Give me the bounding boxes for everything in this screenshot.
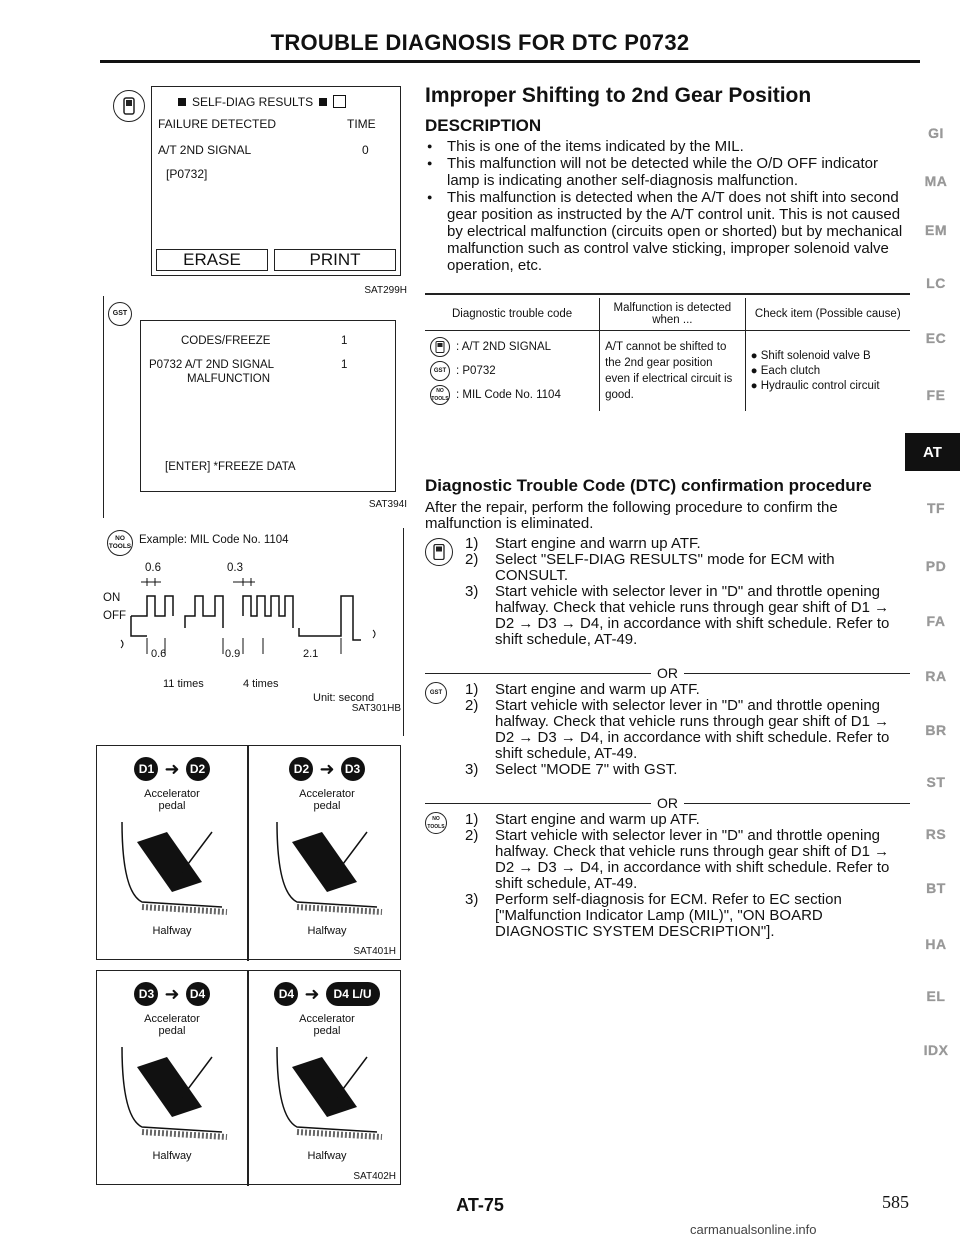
dtc-table-wrap [425, 298, 910, 411]
gst-line3: MALFUNCTION [187, 373, 271, 385]
side-index-tab-ec[interactable]: EC [925, 330, 947, 346]
figure-ref: SAT402H [353, 1171, 396, 1182]
side-index-tab-el[interactable]: EL [926, 988, 946, 1004]
mil-top-left: 0.6 [145, 562, 161, 574]
result-code: [P0732] [166, 167, 208, 181]
gst-line2-val: 1 [341, 359, 348, 371]
result-item-time: 0 [362, 143, 369, 157]
gear-to: D4 [186, 982, 210, 1006]
page-number: 585 [882, 1192, 909, 1212]
mil-times-1: 11 times [163, 678, 204, 690]
pedal-under: Halfway [307, 1150, 347, 1162]
side-index-tab-ma[interactable]: MA [924, 173, 948, 189]
pedal-drawing-icon [112, 812, 232, 922]
step: 3) Select "MODE 7" with GST. [465, 761, 678, 778]
description-list [425, 138, 910, 274]
side-index-tab-br[interactable]: BR [925, 722, 947, 738]
pedal-under: Halfway [307, 925, 347, 937]
td-checks [745, 331, 910, 412]
no-tools-icon: NO TOOLS [107, 530, 133, 556]
description-item: ● This malfunction will not be detected while the O/D OFF indicator lamp is indicating another self-diagnosis malfunction. [425, 155, 910, 189]
dtc-mil: : MIL Code No. 1104 [456, 389, 561, 401]
mil-on-label: ON [103, 592, 121, 604]
gear-from: D2 [289, 757, 313, 781]
gst-steps [425, 682, 910, 778]
gear-from: D1 [134, 757, 158, 781]
gear-to: D2 [186, 757, 210, 781]
mil-bottom-3: 2.1 [303, 648, 319, 660]
pedal-d2-d3 [262, 754, 392, 937]
mil-waveform [103, 576, 403, 661]
arrow-icon: ➜ [164, 758, 180, 779]
dtc-intro: After the repair, perform the following procedure to confirm the malfunction is eliminated. [425, 499, 838, 532]
result-item: A/T 2ND SIGNAL [158, 143, 252, 157]
check-item: ● Shift solenoid valve B [750, 349, 871, 362]
no-tools-icon: NO TOOLS [425, 812, 447, 834]
mil-top-right: 0.3 [227, 562, 243, 574]
figure-ref: SAT299H [364, 285, 407, 296]
side-index-tab-em[interactable]: EM [925, 222, 947, 238]
step: 1) Start engine and warrn up ATF. [465, 535, 701, 552]
step: 2) Start vehicle with selector lever in "D" and throttle opening halfway. Check that vehicle runs through gear shift of D1 → D2 → D3 → D4, in accordance with shift schedule. Refer to shift schedule, AT-49. [465, 827, 890, 892]
arrow-icon: ➜ [164, 983, 180, 1004]
td-malfunction: A/T cannot be shifted to the 2nd gear position even if electrical circuit is good. [600, 331, 746, 412]
col-time: TIME [347, 117, 376, 131]
mil-example-figure [103, 528, 404, 736]
step: 3) Perform self-diagnosis for ECM. Refer to EC section ["Malfunction Indicator Lamp (MIL)", "ON BOARD DIAGNOSTIC SYSTEM DESCRIPTION"]. [465, 891, 842, 940]
gst-line1-val: 1 [341, 335, 348, 347]
self-diag-title: SELF-DIAG RESULTS [192, 95, 314, 109]
side-index-tab-gi[interactable]: GI [928, 125, 944, 141]
pedal-under: Halfway [152, 925, 192, 937]
no-tools-icon: NO TOOLS [430, 385, 450, 405]
section-title: Improper Shifting to 2nd Gear Position [425, 84, 812, 107]
gear-from: D4 [274, 982, 298, 1006]
description-item: ● This is one of the items indicated by the MIL. [425, 138, 910, 155]
page-title: TROUBLE DIAGNOSIS FOR DTC P0732 [270, 30, 690, 55]
pedal-figure-a [96, 745, 401, 960]
self-diag-title-row [178, 95, 346, 109]
consult-screen [151, 86, 401, 276]
gst-line4: [ENTER] *FREEZE DATA [165, 461, 296, 473]
th-check: Check item (Possible cause) [745, 298, 910, 331]
th-dtc: Diagnostic trouble code [425, 298, 600, 331]
pedal-drawing-icon [267, 1037, 387, 1147]
side-index-tab-ra[interactable]: RA [925, 668, 947, 684]
mil-times-2: 4 times [243, 678, 279, 690]
gear-to: D4 L/U [326, 982, 380, 1006]
gst-line1: CODES/FREEZE [181, 335, 271, 347]
figure-ref: SAT394I [368, 499, 407, 510]
pedal-d1-d2 [107, 754, 237, 937]
dtc-consult: : A/T 2ND SIGNAL [456, 341, 552, 353]
consult-device-icon [120, 97, 138, 115]
mil-off-label: OFF [103, 610, 126, 622]
check-item: ● Each clutch [750, 364, 821, 377]
side-index-tab-pd[interactable]: PD [925, 558, 947, 574]
arrow-icon: ➜ [319, 758, 335, 779]
pedal-drawing-icon [112, 1037, 232, 1147]
pedal-under: Halfway [152, 1150, 192, 1162]
gst-freeze-figure [103, 296, 405, 518]
pedal-d4-d4lu [257, 979, 397, 1162]
dtc-gst: : P0732 [456, 365, 496, 377]
td-codes [425, 331, 600, 412]
mil-unit: Unit: second [313, 692, 375, 704]
pedal-label: Accelerator pedal [299, 788, 355, 812]
or-divider: OR [425, 665, 910, 681]
side-index-tab-at[interactable]: AT [905, 433, 960, 471]
figure-ref: SAT401H [353, 946, 396, 957]
consult-icon [113, 90, 145, 122]
figure-ref: SAT301HB [351, 703, 401, 714]
step: 1) Start engine and warm up ATF. [465, 811, 700, 828]
gear-from: D3 [134, 982, 158, 1006]
col-failure-detected: FAILURE DETECTED [158, 117, 277, 131]
step: 3) Start vehicle with selector lever in "D" and throttle opening halfway. Check that vehicle runs through gear shift of D1 → D2 → D3 → D4, in accordance with shift schedule. Refer to shift schedule, AT-49. [465, 583, 890, 648]
side-index-tab-tf[interactable]: TF [926, 500, 946, 516]
gear-to: D3 [341, 757, 365, 781]
erase-button[interactable]: ERASE [156, 249, 268, 271]
check-item: ● Hydraulic control circuit [750, 379, 880, 392]
pedal-label: Accelerator pedal [144, 1013, 200, 1037]
page-code: AT-75 [456, 1195, 504, 1215]
dtc-table [425, 298, 910, 411]
side-index-tab-fa[interactable]: FA [926, 613, 946, 629]
table-top-rule [425, 293, 910, 295]
side-index-tab-lc[interactable]: LC [926, 275, 946, 291]
side-index-tab-ha[interactable]: HA [925, 936, 947, 952]
pedal-divider [247, 746, 249, 961]
consult-steps [425, 536, 910, 648]
watermark: carmanualsonline.info [690, 1222, 817, 1237]
pedal-figure-b [96, 970, 401, 1185]
notool-steps [425, 812, 910, 940]
pedal-label: Accelerator pedal [144, 788, 200, 812]
mil-bottom-1: 0.6 [151, 648, 167, 660]
th-malfunction: Malfunction is detected when ... [600, 298, 746, 331]
gst-icon: GST [425, 682, 447, 704]
gst-line2: P0732 A/T 2ND SIGNAL [149, 359, 275, 371]
pedal-d3-d4 [107, 979, 237, 1162]
or-divider: OR [425, 795, 910, 811]
side-index-tab-fe[interactable]: FE [926, 387, 946, 403]
step: 2) Select "SELF-DIAG RESULTS" mode for ECM with CONSULT. [465, 551, 835, 584]
pedal-drawing-icon [267, 812, 387, 922]
side-index-tab-rs[interactable]: RS [925, 826, 947, 842]
print-button[interactable]: PRINT [274, 249, 396, 271]
description-heading: DESCRIPTION [425, 116, 542, 135]
gst-icon: GST [108, 302, 132, 326]
mil-example-title: Example: MIL Code No. 1104 [139, 534, 289, 546]
dtc-procedure-heading: Diagnostic Trouble Code (DTC) confirmation procedure [425, 476, 872, 495]
step: 1) Start engine and warm up ATF. [465, 681, 700, 698]
mil-bottom-2: 0.9 [225, 648, 241, 660]
consult-results-figure [103, 86, 407, 296]
consult-icon [430, 337, 450, 357]
side-index-tab-bt[interactable]: BT [926, 880, 946, 896]
pedal-label: Accelerator pedal [299, 1013, 355, 1037]
step: 2) Start vehicle with selector lever in "D" and throttle opening halfway. Check that vehicle runs through gear shift of D1 → D2 → D3 → D4, in accordance with shift schedule. Refer to shift schedule, AT-49. [465, 697, 890, 762]
description-item: ● This malfunction is detected when the A/T does not shift into second gear position as instructed by the A/T control unit. This is not caused by electrical malfunction (circuits open or shorted) but by mechanical malfunction such as control valve sticking, improper solenoid valve operation, etc. [425, 189, 910, 274]
header-rule [100, 60, 920, 63]
side-index-tab-st[interactable]: ST [926, 774, 946, 790]
arrow-icon: ➜ [304, 983, 320, 1004]
gst-icon: GST [430, 361, 450, 381]
side-index-tab-idx[interactable]: IDX [923, 1042, 949, 1058]
pedal-divider [247, 971, 249, 1186]
gst-screen [140, 320, 396, 492]
